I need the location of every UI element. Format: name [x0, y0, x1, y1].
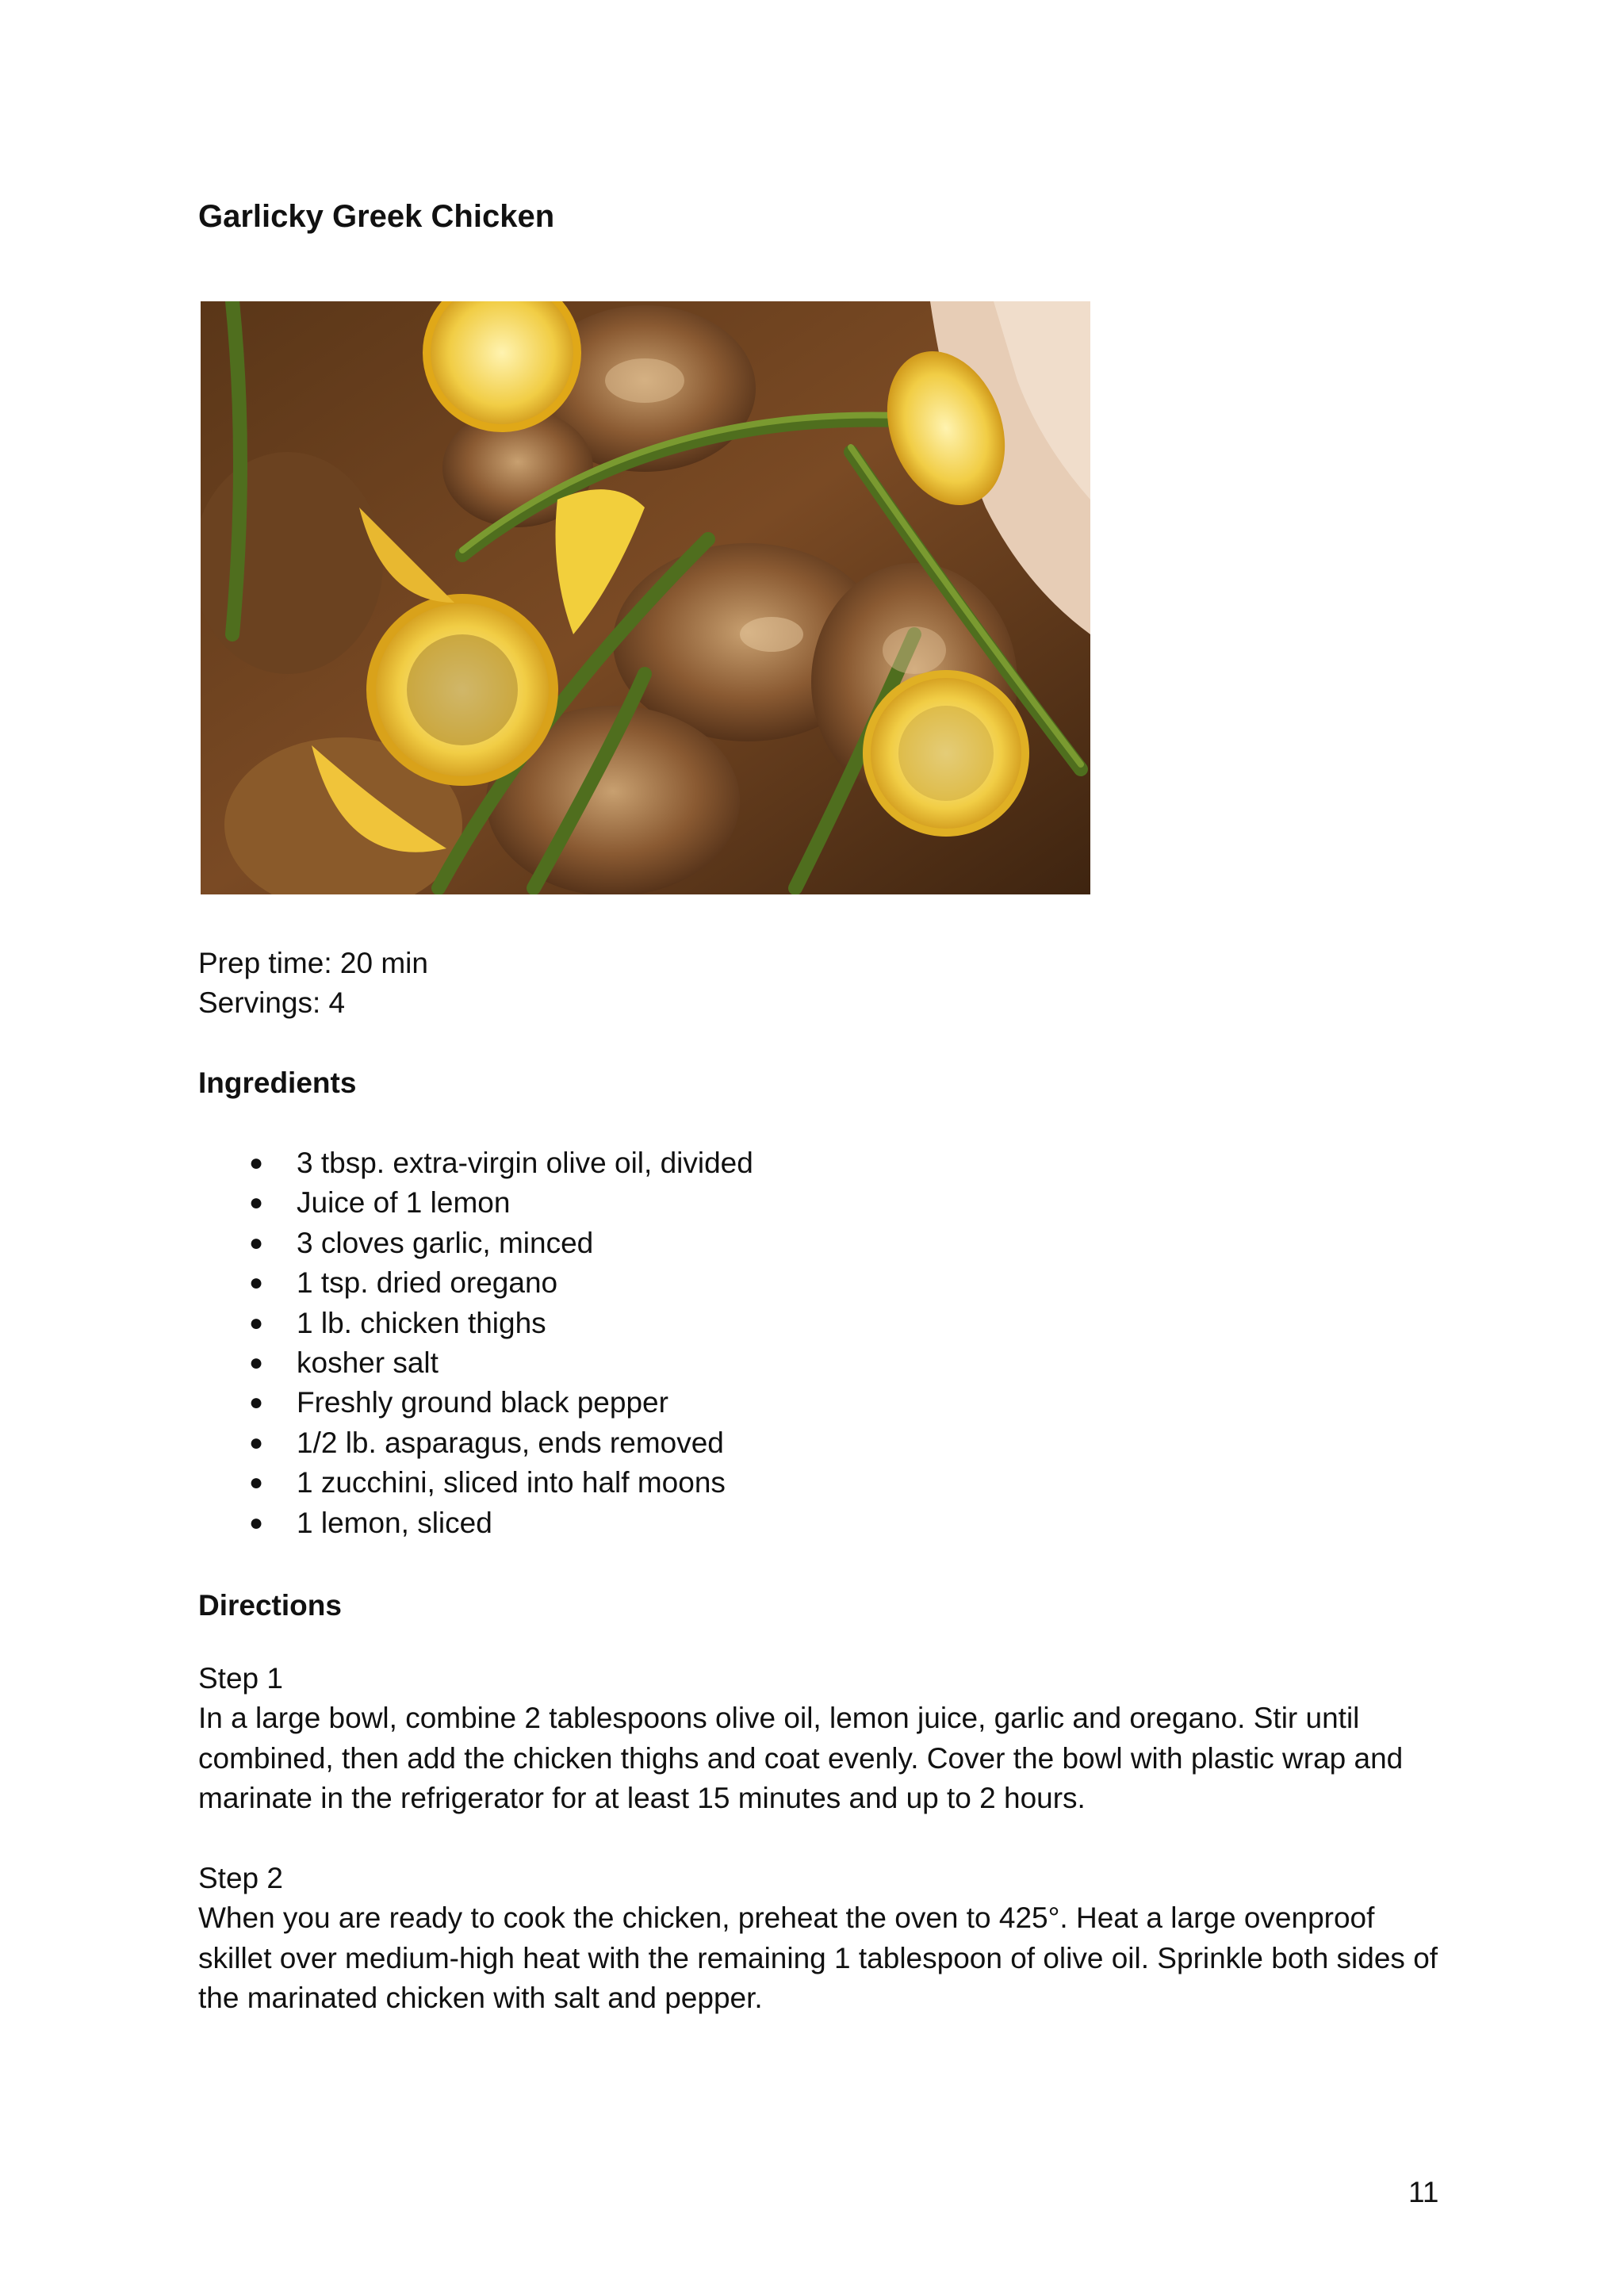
bullet-icon: ● — [249, 1389, 264, 1416]
page-number: 11 — [1408, 2176, 1439, 2208]
bullet-icon: ● — [249, 1189, 264, 1216]
ingredient-item: ● 1/2 lb. asparagus, ends removed — [198, 1423, 753, 1463]
ingredient-item: ● Juice of 1 lemon — [198, 1183, 753, 1223]
ingredient-item: ● 3 cloves garlic, minced — [198, 1224, 753, 1263]
bullet-icon: ● — [249, 1229, 264, 1256]
step-label: Step 2 — [198, 1862, 283, 1894]
ingredient-item: ● kosher salt — [198, 1343, 753, 1383]
ingredients-list — [198, 1143, 753, 1543]
bullet-icon: ● — [249, 1270, 264, 1296]
bullet-icon: ● — [249, 1469, 264, 1496]
direction-step — [198, 1859, 1451, 2019]
ingredient-item: ● 1 tsp. dried oregano — [198, 1263, 753, 1303]
ingredient-item: ● 1 lemon, sliced — [198, 1503, 753, 1543]
recipe-photo-image — [201, 301, 1090, 894]
step-label: Step 1 — [198, 1662, 283, 1695]
ingredient-item: ● 3 tbsp. extra-virgin olive oil, divided — [198, 1143, 753, 1183]
bullet-icon: ● — [249, 1349, 264, 1376]
recipe-photo — [201, 301, 1090, 894]
step-text: When you are ready to cook the chicken, preheat the oven to 425°. Heat a large ovenproof skillet over medium-high heat with the remaining 1 tablespoon of olive oil. Sprinkle both sides of the marinated chicken with salt and pepper. — [198, 1901, 1438, 2014]
direction-step — [198, 1659, 1451, 1819]
ingredient-item: ● Freshly ground black pepper — [198, 1383, 753, 1423]
prep-time: Prep time: 20 min — [198, 947, 428, 979]
step-text: In a large bowl, combine 2 tablespoons olive oil, lemon juice, garlic and oregano. Stir until combined, then add the chicken thighs and coat evenly. Cover the bowl with plastic wrap and marinate in the refrigerator for at least 15 minutes and up to 2 hours. — [198, 1702, 1404, 1814]
recipe-title: Garlicky Greek Chicken — [198, 199, 555, 234]
ingredient-item: ● 1 zucchini, sliced into half moons — [198, 1463, 753, 1503]
directions-heading: Directions — [198, 1589, 342, 1622]
bullet-icon: ● — [249, 1509, 264, 1536]
bullet-icon: ● — [249, 1150, 264, 1176]
ingredient-item: ● 1 lb. chicken thighs — [198, 1304, 753, 1343]
ingredients-heading: Ingredients — [198, 1067, 357, 1099]
recipe-meta — [198, 944, 428, 1023]
servings: Servings: 4 — [198, 986, 346, 1019]
bullet-icon: ● — [249, 1309, 264, 1336]
bullet-icon: ● — [249, 1429, 264, 1456]
